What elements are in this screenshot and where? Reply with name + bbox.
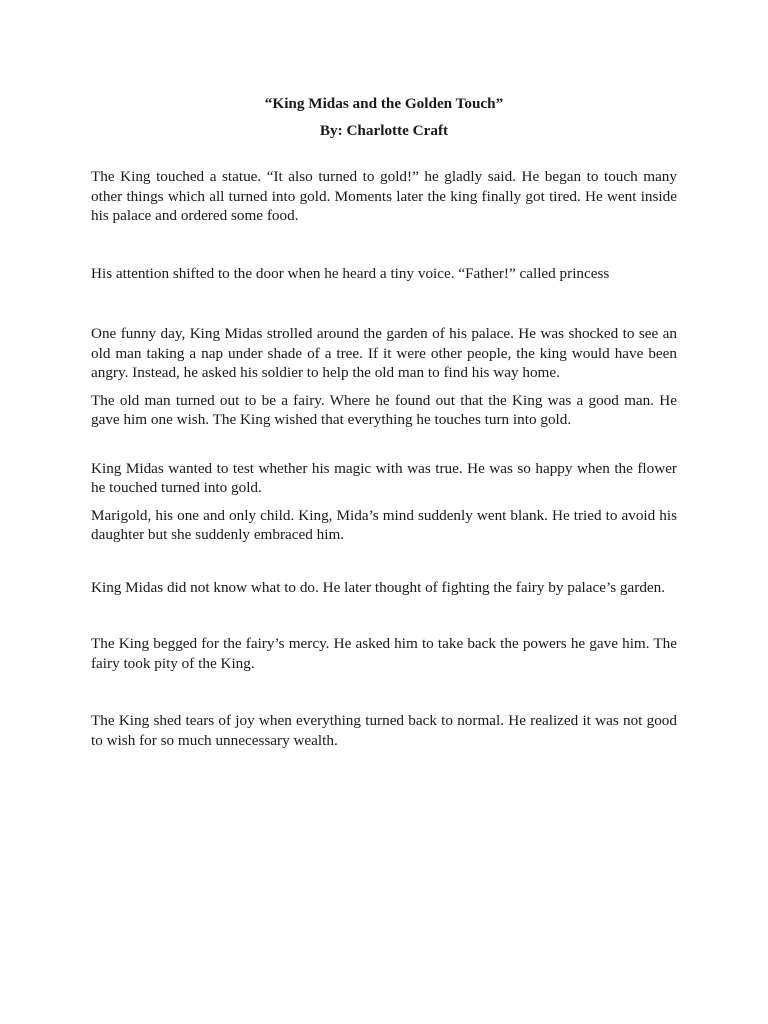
paragraph-6: Marigold, his one and only child. King, Mida’s mind suddenly went blank. He tried to avoid his daughter but she suddenly embraced him. (91, 506, 677, 543)
paragraph-8: The King begged for the fairy’s mercy. He asked him to take back the powers he gave him. The fairy took pity of the King. (91, 635, 677, 672)
paragraph-5: King Midas wanted to test whether his magic with was true. He was so happy when the flower he touched turned into gold. (91, 459, 677, 496)
paragraph-4: The old man turned out to be a fairy. Where he found out that the King was a good man. He gave him one wish. The King wished that everything he touches turn into gold. (91, 391, 677, 428)
document-title: “King Midas and the Golden Touch” (264, 95, 504, 112)
document-author: By: Charlotte Craft (319, 122, 449, 139)
paragraph-2: His attention shifted to the door when he heard a tiny voice. “Father!” called princess (91, 264, 610, 282)
paragraph-7: King Midas did not know what to do. He later thought of fighting the fairy by palace’s garden. (91, 578, 666, 596)
paragraph-3: One funny day, King Midas strolled around the garden of his palace. He was shocked to see an old man taking a nap under shade of a tree. If it were other people, the king would have been angry. Instead, he asked his soldier to help the old man to find his way home. (91, 325, 677, 381)
paragraph-1: The King touched a statue. “It also turned to gold!” he gladly said. He began to touch many other things which all turned into gold. Moments later the king finally got tired. He went inside his palace and ordered some food. (91, 168, 677, 224)
paragraph-9: The King shed tears of joy when everything turned back to normal. He realized it was not good to wish for so much unnecessary wealth. (91, 712, 677, 749)
